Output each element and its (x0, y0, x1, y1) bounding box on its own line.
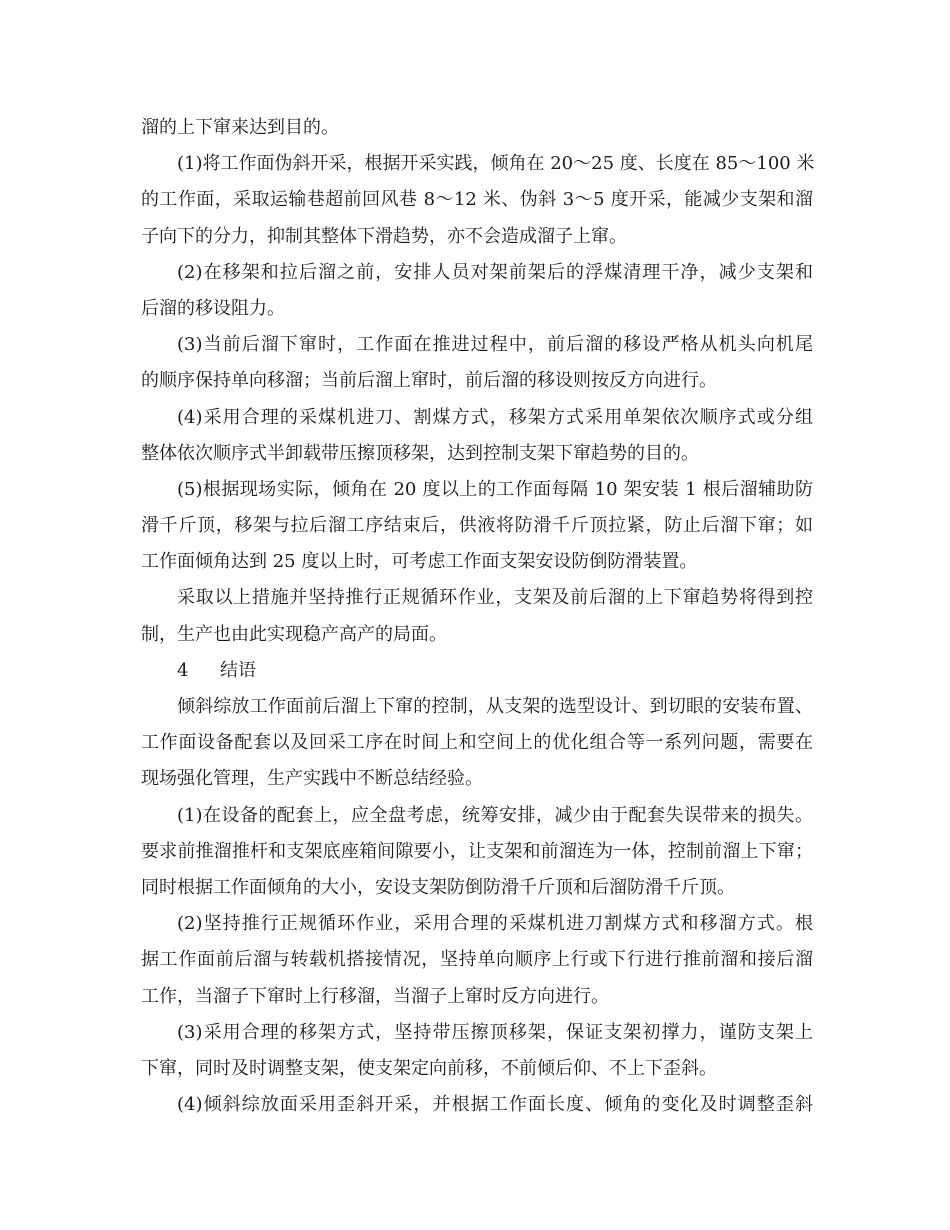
text-line: 采取以上措施并坚持推行正规循环作业，支架及前后溜的上下窜趋势将得到控 (177, 587, 813, 609)
text-line: 工作，当溜子下窜时上行移溜，当溜子上窜时反方向进行。 (141, 985, 609, 1007)
text-line: 子向下的分力，抑制其整体下滑趋势，亦不会造成溜子上窜。 (141, 225, 627, 247)
text-line: 溜的上下窜来达到目的。 (141, 117, 339, 138)
text-line: 的工作面，采取运输巷超前回风巷 8～12 米、伪斜 3～5 度开采，能减少支架和溜 (141, 189, 813, 211)
text-line: 现场强化管理，生产实践中不断总结经验。 (141, 768, 483, 790)
text-line: 后溜的移设阻力。 (141, 297, 285, 319)
text-line: 要求前推溜推杆和支架底座箱间隙要小，让支架和前溜连为一体，控制前溜上下窜； (141, 840, 813, 862)
text-line: (1)将工作面伪斜开采，根据开采实践，倾角在 20～25 度、长度在 85～100 米 (177, 153, 815, 175)
section-title: 结语 (220, 659, 256, 681)
text-line: (4)采用合理的采煤机进刀、割煤方式，移架方式采用单架依次顺序式或分组 (177, 406, 813, 428)
section-heading (141, 653, 813, 689)
text-line: 整体依次顺序式半卸载带压擦顶移架，达到控制支架下窜趋势的目的。 (141, 442, 699, 464)
text-line: 同时根据工作面倾角的大小，安设支架防倒防滑千斤顶和后溜防滑千斤顶。 (141, 876, 735, 898)
text-line: 倾斜综放工作面前后溜上下窜的控制，从支架的选型设计、到切眼的安装布置、 (177, 696, 813, 717)
text-line: 据工作面前后溜与转载机搭接情况，坚持单向顺序上行或下行进行推前溜和接后溜 (141, 949, 813, 971)
text-line: (2)坚持推行正规循环作业，采用合理的采煤机进刀割煤方式和移溜方式。根 (177, 913, 813, 935)
text-line: 的顺序保持单向移溜；当前后溜上窜时，前后溜的移设则按反方向进行。 (141, 370, 717, 392)
text-line: (4)倾斜综放面采用歪斜开采，并根据工作面长度、倾角的变化及时调整歪斜 (177, 1094, 813, 1116)
text-line: 滑千斤顶，移架与拉后溜工序结束后，供液将防滑千斤顶拉紧，防止后溜下窜；如 (141, 515, 813, 537)
text-line: 下窜，同时及时调整支架，使支架定向前移，不前倾后仰、不上下歪斜。 (141, 1057, 717, 1079)
text-line: (1)在设备的配套上，应全盘考虑，统筹安排，减少由于配套失误带来的损失。 (177, 804, 813, 826)
text-line: (3)采用合理的移架方式，坚持带压擦顶移架，保证支架初撑力，谨防支架上 (177, 1021, 813, 1043)
text-line: (5)根据现场实际，倾角在 20 度以上的工作面每隔 10 架安装 1 根后溜辅助防 (177, 478, 813, 500)
section-number: 4 (177, 659, 189, 681)
text-line: (3)当前后溜下窜时，工作面在推进过程中，前后溜的移设严格从机头向机尾 (177, 334, 813, 356)
text-line: 工作面设备配套以及回采工序在时间上和空间上的优化组合等一系列问题，需要在 (141, 732, 813, 754)
text-line: 制，生产也由此实现稳产高产的局面。 (141, 623, 447, 645)
text-line: 工作面倾角达到 25 度以上时，可考虑工作面支架安设防倒防滑装置。 (141, 551, 698, 573)
text-line: (2)在移架和拉后溜之前，安排人员对架前架后的浮煤清理干净，减少支架和 (177, 261, 813, 283)
body-text (141, 110, 813, 1123)
